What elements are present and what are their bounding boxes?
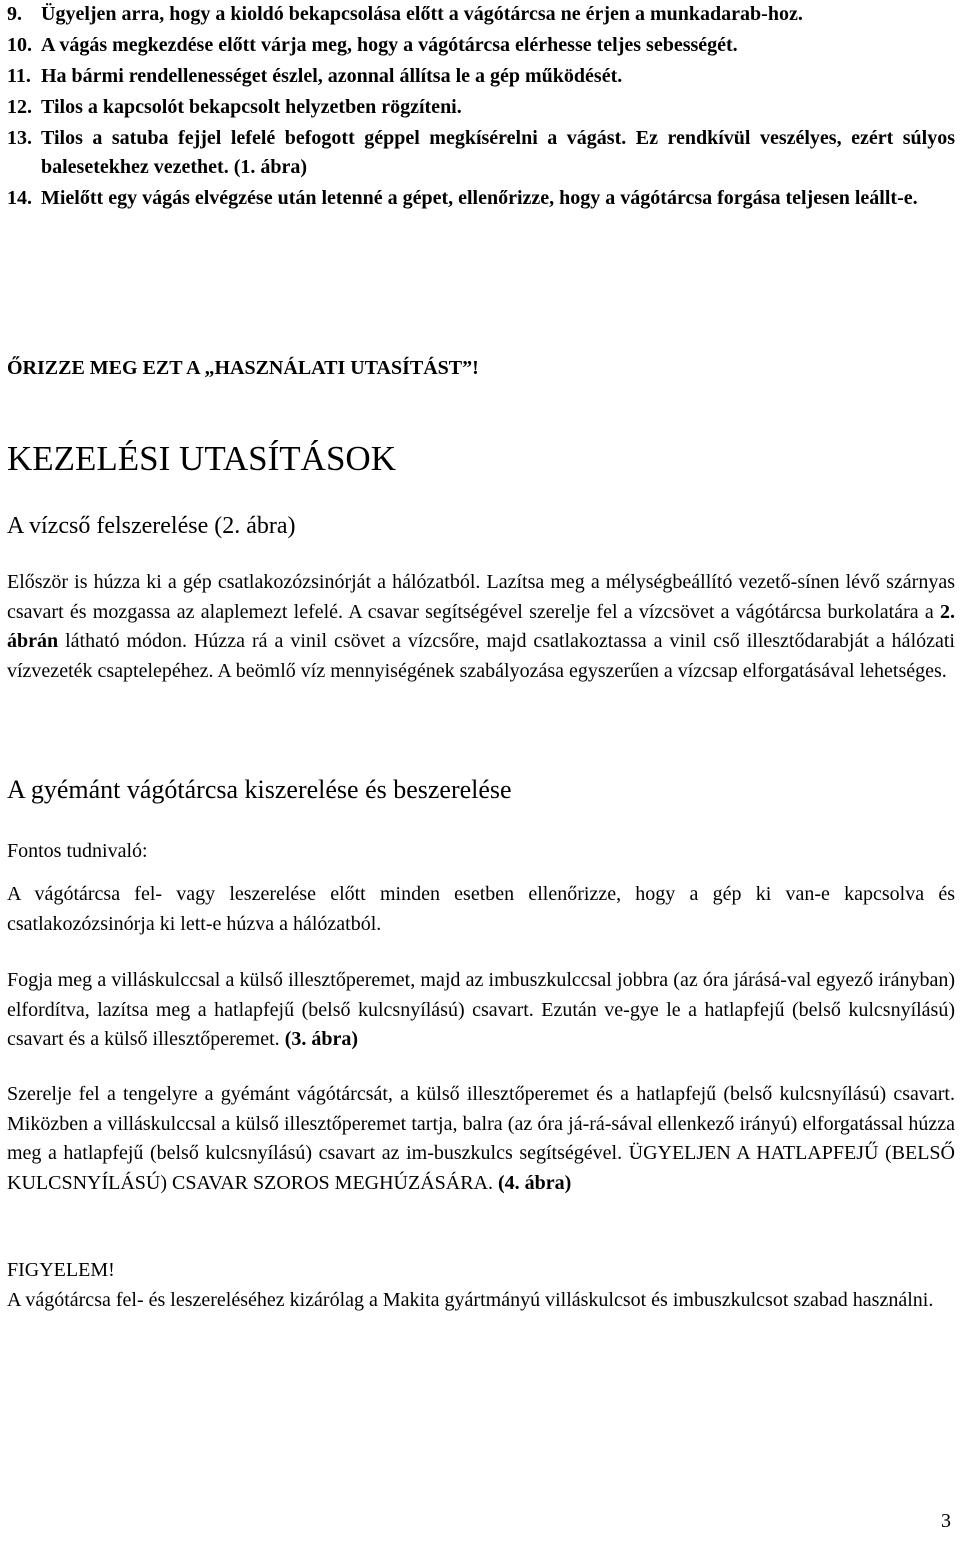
- list-item-text: A vágás megkezdése előtt várja meg, hogy a vágótárcsa elérhesse teljes sebességét.: [41, 34, 738, 56]
- check-paragraph: A vágótárcsa fel- vagy leszerelése előtt minden esetben ellenőrizze, hogy a gép ki van-e kapcsolva és csatlakozózsinórja ki lett-e húzva a hálózatból.: [7, 883, 955, 935]
- list-item: [7, 184, 955, 213]
- figure-reference: (4. ábra): [498, 1171, 572, 1194]
- figure-reference: (3. ábra): [284, 1028, 359, 1050]
- list-item-text: Tilos a satuba fejjel lefelé befogott géppel megkísérelni a vágást. Ez rendkívül veszélyes, ezért súlyos balesetekhez vezethet. (1. ábra): [41, 127, 955, 178]
- figure-reference: 2. ábrán: [7, 600, 955, 652]
- list-item-number: 9.: [7, 3, 22, 25]
- list-item-number: 11.: [7, 65, 31, 87]
- list-item: [7, 93, 955, 122]
- important-label: Fontos tudnivaló:: [7, 840, 148, 862]
- list-item: [7, 0, 955, 29]
- water-hose-paragraph: [7, 568, 955, 686]
- list-item-text: Ügyeljen arra, hogy a kioldó bekapcsolása előtt a vágótárcsa ne érjen a munkadarab-hoz.: [41, 3, 803, 25]
- list-item-text: Ha bármi rendellenességet észlel, azonnal állítsa le a gép működését.: [41, 65, 623, 87]
- paragraph-text: Először is húzza ki a gép csatlakozózsinórját a hálózatból. Lazítsa meg a mélységbeállító vezető-sínen lévő szárnyas csavart és mozgassa az alaplemezt lefelé. A csavar segítségével szerelje fel a vízcsövet a vágótárcsa burkolatára a: [7, 571, 955, 623]
- list-item-number: 12.: [7, 96, 32, 118]
- page-number: 3: [941, 1510, 951, 1532]
- remove-blade-paragraph: [7, 966, 955, 1055]
- safety-list: [7, 0, 955, 215]
- blade-replacement-heading: A gyémánt vágótárcsa kiszerelése és beszerelése: [7, 775, 512, 804]
- operating-instructions-heading: KEZELÉSI UTASÍTÁSOK: [7, 439, 396, 478]
- paragraph-text: Szerelje fel a tengelyre a gyémánt vágótárcsát, a külső illesztőperemet és a hatlapfejű (belső kulcsnyílású) csavart. Miközben a villáskulccsal a külső illesztőperemet tartja, balra (az óra já-rá-sával ellenkező irányú) elforgatással húzza meg a hatlapfejű (belső kulcsnyílású) csavart az im-buszkulcs segítségével. ÜGYELJEN A HATLAPFEJŰ (BELSŐ KULCSNYÍLÁSÚ) CSAVAR SZOROS MEGHÚZÁSÁRA.: [7, 1083, 955, 1194]
- list-item-number: 14.: [7, 187, 32, 209]
- attention-label: FIGYELEM!: [7, 1259, 115, 1281]
- water-hose-heading: A vízcső felszerelése (2. ábra): [7, 513, 296, 539]
- keep-instructions-notice: ŐRIZZE MEG EZT A „HASZNÁLATI UTASÍTÁST”!: [7, 357, 479, 379]
- paragraph-text: Fogja meg a villáskulccsal a külső illesztőperemet, majd az imbuszkulccsal jobbra (az óra járásá-val egyező irányban) elfordítva, lazítsa meg a hatlapfejű (belső kulcsnyílású) csavart. Ezután ve-gye le a hatlapfejű (belső kulcsnyílású) csavart és a külső illesztőperemet.: [7, 969, 955, 1050]
- list-item: [7, 62, 955, 91]
- list-item: [7, 124, 955, 182]
- attention-paragraph: A vágótárcsa fel- és leszereléséhez kizárólag a Makita gyártmányú villáskulcsot és imbuszkulcsot szabad használni.: [7, 1289, 934, 1311]
- list-item-number: 10.: [7, 34, 32, 56]
- list-item: [7, 31, 955, 60]
- list-item-text: Mielőtt egy vágás elvégzése után letenné a gépet, ellenőrizze, hogy a vágótárcsa forgása teljesen leállt-e.: [41, 187, 918, 209]
- list-item-number: 13.: [7, 127, 32, 149]
- list-item-text: Tilos a kapcsolót bekapcsolt helyzetben rögzíteni.: [41, 96, 462, 118]
- paragraph-text: látható módon. Húzza rá a vinil csövet a vízcsőre, majd csatlakoztassa a vinil cső illesztődarabját a hálózati vízvezeték csaptelepéhez. A beömlő víz mennyiségének szabályozása egyszerűen a vízcsap elforgatásával lehetséges.: [7, 630, 955, 682]
- install-blade-paragraph: [7, 1080, 955, 1198]
